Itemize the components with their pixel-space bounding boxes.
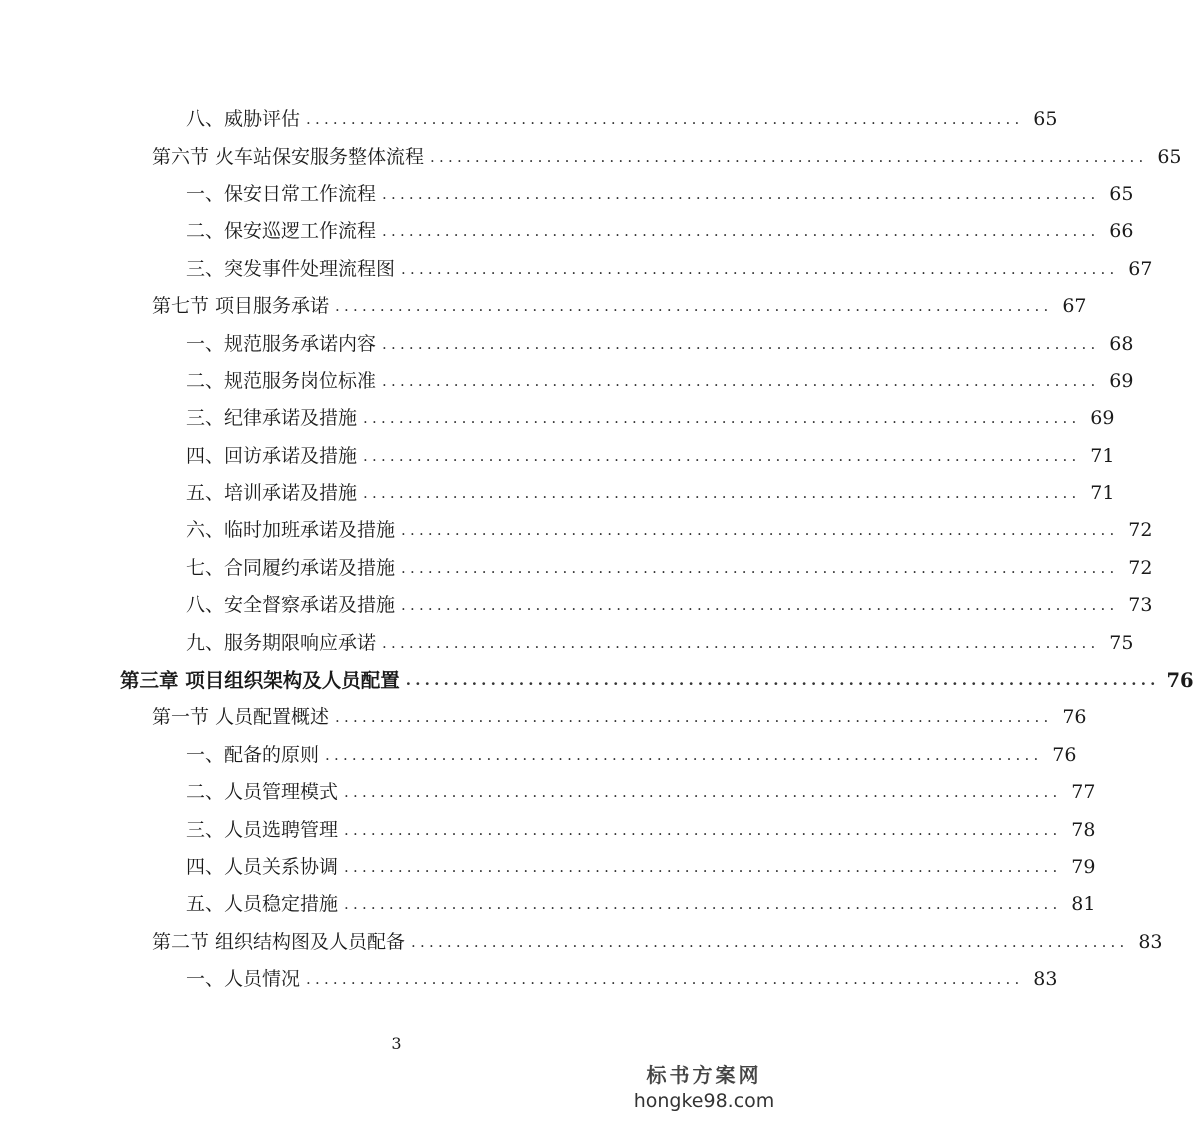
toc-entry-page: 76	[1166, 668, 1194, 692]
watermark-url: hongke98.com	[633, 1090, 775, 1112]
toc-entry[interactable]	[0, 251, 1153, 288]
toc-entry-title: 三、纪律承诺及措施	[186, 407, 358, 430]
toc-entry-title: 一、保安日常工作流程	[186, 182, 377, 205]
toc-dot-leader: ................................................................................	[382, 633, 1100, 652]
toc-entry-title: 一、规范服务承诺内容	[186, 332, 377, 355]
toc-dot-leader: ................................................................................	[411, 932, 1129, 951]
toc-entry-title: 八、威胁评估	[186, 108, 301, 131]
toc-entry-title: 第三章 项目组织架构及人员配置	[120, 668, 400, 692]
toc-dot-leader: ................................................................................	[401, 596, 1119, 615]
toc-dot-leader: ................................................................................	[405, 671, 1160, 690]
table-of-contents	[0, 101, 1194, 998]
toc-entry[interactable]	[0, 587, 1153, 624]
toc-entry-page: 68	[1109, 332, 1134, 355]
toc-entry-page: 76	[1052, 743, 1077, 766]
toc-dot-leader: ................................................................................	[382, 222, 1100, 241]
toc-entry-page: 66	[1109, 220, 1134, 243]
toc-entry[interactable]	[0, 737, 1077, 774]
toc-dot-leader: ................................................................................	[335, 297, 1053, 316]
toc-entry-page: 75	[1109, 631, 1134, 654]
toc-entry-title: 一、配备的原则	[186, 743, 320, 766]
toc-entry[interactable]	[0, 512, 1153, 549]
toc-entry[interactable]	[0, 961, 1058, 998]
toc-entry-title: 二、保安巡逻工作流程	[186, 220, 377, 243]
toc-entry-title: 三、人员选聘管理	[186, 818, 339, 841]
page-number: 3	[391, 1034, 402, 1053]
toc-entry[interactable]	[0, 213, 1134, 250]
toc-entry-title: 七、合同履约承诺及措施	[186, 556, 396, 579]
toc-entry-title: 三、突发事件处理流程图	[186, 257, 396, 280]
toc-entry-page: 73	[1128, 594, 1153, 617]
toc-entry-page: 67	[1128, 257, 1153, 280]
toc-dot-leader: ................................................................................	[363, 484, 1081, 503]
toc-dot-leader: ................................................................................	[382, 334, 1100, 353]
toc-dot-leader: ................................................................................	[344, 858, 1062, 876]
toc-entry-title: 四、回访承诺及措施	[186, 444, 358, 467]
toc-dot-leader: ................................................................................	[430, 147, 1148, 166]
toc-dot-leader: ................................................................................	[306, 110, 1024, 129]
toc-entry-page: 76	[1062, 706, 1087, 729]
toc-entry[interactable]	[0, 288, 1087, 325]
toc-entry[interactable]	[0, 138, 1182, 175]
toc-dot-leader: ................................................................................	[335, 708, 1053, 727]
toc-dot-leader: ................................................................................	[363, 446, 1081, 465]
toc-entry-page: 78	[1071, 818, 1096, 841]
toc-entry-page: 69	[1090, 407, 1115, 430]
toc-entry[interactable]	[0, 101, 1058, 138]
toc-dot-leader: ................................................................................	[344, 895, 1062, 914]
toc-entry[interactable]	[0, 811, 1096, 848]
toc-entry[interactable]	[0, 924, 1163, 961]
toc-dot-leader: ................................................................................	[306, 970, 1024, 989]
toc-entry-page: 83	[1138, 930, 1163, 953]
toc-entry[interactable]	[0, 699, 1087, 736]
toc-entry[interactable]	[0, 774, 1096, 811]
toc-dot-leader: ................................................................................	[363, 409, 1081, 428]
watermark-cn: 标书方案网	[646, 1063, 762, 1087]
toc-dot-leader: ................................................................................	[401, 521, 1119, 540]
toc-entry-title: 第七节 项目服务承诺	[152, 295, 330, 318]
toc-entry-page: 72	[1128, 519, 1153, 542]
toc-entry-page: 79	[1071, 856, 1096, 878]
toc-dot-leader: ................................................................................	[382, 371, 1100, 390]
toc-entry[interactable]	[0, 550, 1153, 587]
toc-dot-leader: ................................................................................	[401, 259, 1119, 278]
toc-dot-leader: ................................................................................	[344, 783, 1062, 802]
toc-entry-title: 五、人员稳定措施	[186, 893, 339, 916]
toc-dot-leader: ................................................................................	[401, 558, 1119, 577]
toc-entry-title: 六、临时加班承诺及措施	[186, 519, 396, 542]
toc-entry-title: 九、服务期限响应承诺	[186, 631, 377, 654]
toc-entry-page: 83	[1033, 968, 1058, 991]
toc-entry-title: 第一节 人员配置概述	[152, 706, 330, 729]
toc-dot-leader: ................................................................................	[382, 184, 1100, 203]
toc-entry-page: 77	[1071, 781, 1096, 804]
toc-entry[interactable]	[0, 886, 1096, 923]
toc-entry-title: 一、人员情况	[186, 968, 301, 991]
toc-entry[interactable]	[0, 400, 1115, 437]
watermark-logo	[629, 1059, 779, 1112]
toc-entry-title: 第六节 火车站保安服务整体流程	[152, 145, 425, 168]
toc-dot-leader: ................................................................................	[344, 820, 1062, 839]
toc-entry[interactable]	[0, 849, 1096, 886]
toc-entry-title: 四、人员关系协调	[186, 856, 339, 878]
toc-entry-page: 65	[1109, 182, 1134, 205]
toc-entry-page: 71	[1090, 482, 1115, 505]
toc-entry[interactable]	[0, 438, 1115, 475]
toc-entry[interactable]	[0, 363, 1134, 400]
toc-entry-page: 65	[1033, 108, 1058, 131]
toc-entry[interactable]	[0, 176, 1134, 213]
toc-entry-title: 五、培训承诺及措施	[186, 482, 358, 505]
toc-entry-page: 81	[1071, 893, 1096, 916]
toc-entry[interactable]	[0, 624, 1134, 661]
toc-entry-title: 二、规范服务岗位标准	[186, 369, 377, 392]
toc-entry-page: 69	[1109, 369, 1134, 392]
toc-entry-page: 67	[1062, 295, 1087, 318]
toc-dot-leader: ................................................................................	[325, 745, 1043, 764]
toc-entry[interactable]	[0, 475, 1115, 512]
toc-entry[interactable]	[0, 662, 1194, 699]
toc-entry-title: 八、安全督察承诺及措施	[186, 594, 396, 617]
toc-entry-page: 65	[1157, 145, 1182, 168]
toc-entry-page: 72	[1128, 556, 1153, 579]
toc-entry-title: 二、人员管理模式	[186, 781, 339, 804]
toc-entry-title: 第二节 组织结构图及人员配备	[152, 930, 406, 953]
toc-entry[interactable]	[0, 325, 1134, 362]
toc-entry-page: 71	[1090, 444, 1115, 467]
